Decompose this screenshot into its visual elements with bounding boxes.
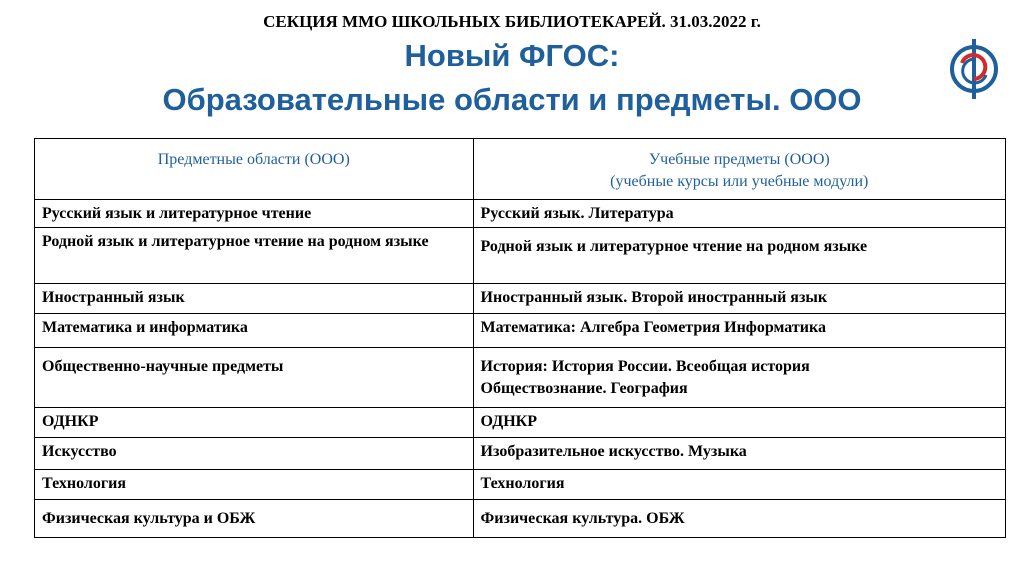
subjects-cell	[473, 348, 1005, 408]
area-cell: Искусство	[35, 438, 474, 470]
subjects-cell: Физическая культура. ОБЖ	[473, 500, 1005, 538]
area-cell: Русский язык и литературное чтение	[35, 200, 474, 228]
area-cell: Физическая культура и ОБЖ	[35, 500, 474, 538]
subjects-table	[34, 138, 1006, 538]
table-row	[35, 438, 1006, 470]
subjects-cell: ОДНКР	[473, 408, 1005, 438]
section-header: СЕКЦИЯ ММО ШКОЛЬНЫХ БИБЛИОТЕКАРЕЙ. 31.03.2022 г.	[263, 12, 761, 31]
table-row	[35, 470, 1006, 500]
column-header-subjects-line1: Учебные предметы (ООО)	[648, 151, 830, 168]
table-row	[35, 314, 1006, 348]
area-cell: Иностранный язык	[35, 284, 474, 314]
subjects-cell: Иностранный язык. Второй иностранный язык	[473, 284, 1005, 314]
column-header-subjects-line2: (учебные курсы или учебные модули)	[610, 173, 869, 190]
circular-logo-icon	[948, 33, 1000, 105]
column-header-areas: Предметные области (ООО)	[35, 139, 474, 200]
subjects-cell: Русский язык. Литература	[473, 200, 1005, 228]
table-row	[35, 200, 1006, 228]
area-cell: Общественно-научные предметы	[35, 348, 474, 408]
area-cell: ОДНКР	[35, 408, 474, 438]
page-title: Новый ФГОС:	[404, 38, 620, 73]
subjects-line: История: История России. Всеобщая история	[480, 358, 810, 375]
page-subtitle: Образовательные области и предметы. ООО	[162, 82, 862, 117]
table-header-row	[35, 139, 1006, 200]
column-header-subjects	[473, 139, 1005, 200]
area-cell: Родной язык и литературное чтение на родном языке	[35, 228, 474, 284]
subjects-cell: Технология	[473, 470, 1005, 500]
table-row	[35, 408, 1006, 438]
table-row	[35, 348, 1006, 408]
area-cell: Математика и информатика	[35, 314, 474, 348]
subjects-line: Обществознание. География	[480, 380, 688, 397]
table-row	[35, 284, 1006, 314]
subjects-cell: Математика: Алгебра Геометрия Информатика	[473, 314, 1005, 348]
subjects-cell: Родной язык и литературное чтение на родном языке	[473, 228, 1005, 284]
area-cell: Технология	[35, 470, 474, 500]
subjects-cell: Изобразительное искусство. Музыка	[473, 438, 1005, 470]
table-row	[35, 228, 1006, 284]
table-row	[35, 500, 1006, 538]
